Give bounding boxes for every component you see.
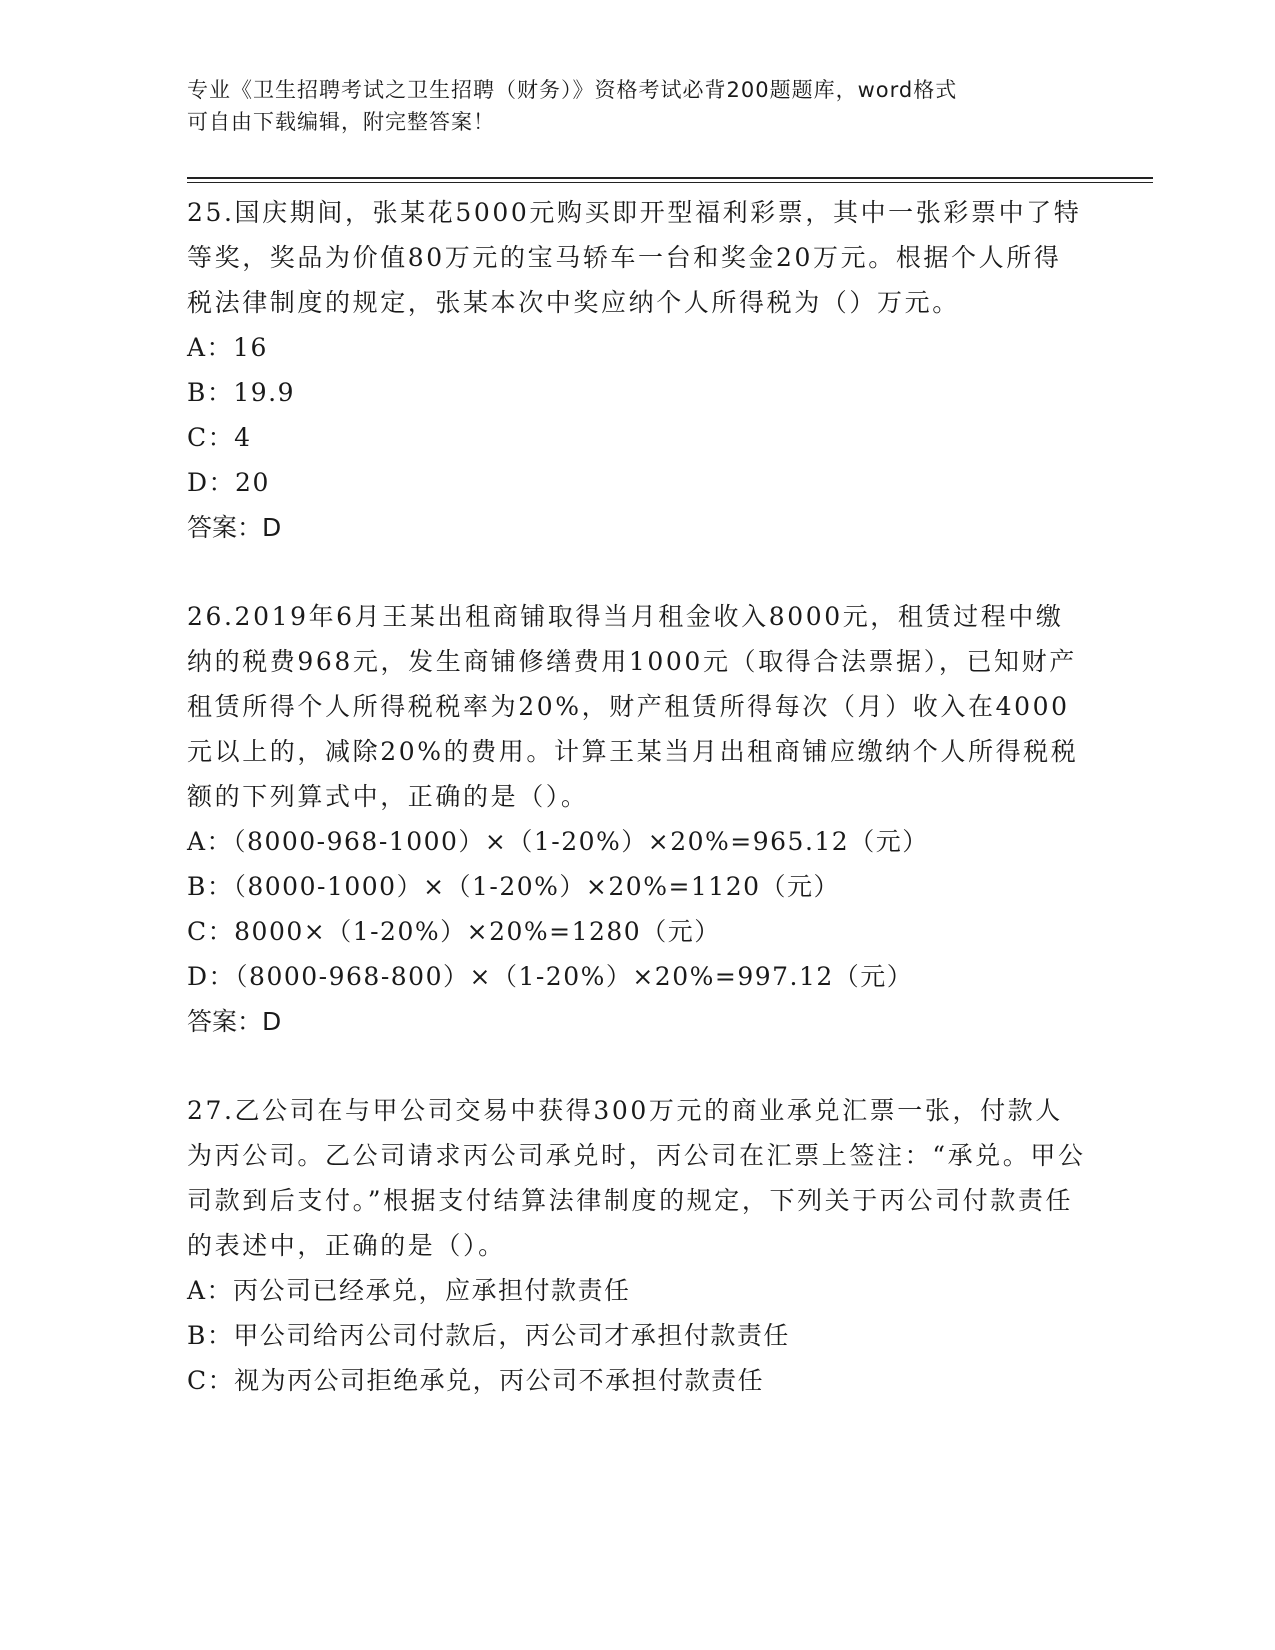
option-c: C：8000×（1-20%）×20%=1280（元） bbox=[187, 917, 721, 946]
question-25 bbox=[187, 190, 1087, 550]
document-header bbox=[187, 74, 1067, 138]
question-stem: 26.2019年6月王某出租商铺取得当月租金收入8000元，租赁过程中缴纳的税费968元，发生商铺修缮费用1000元（取得合法票据），已知财产租赁所得个人所得税税率为20%，财产租赁所得每次（月）收入在4000元以上的，减除20%的费用。计算王某当月出租商铺应缴纳个人所得税税额的下列算式中，正确的是（）。 bbox=[187, 602, 1079, 811]
answer-line: 答案：D bbox=[187, 1007, 282, 1036]
question-stem: 25.国庆期间，张某花5000元购买即开型福利彩票，其中一张彩票中了特等奖，奖品为价值80万元的宝马轿车一台和奖金20万元。根据个人所得税法律制度的规定，张某本次中奖应纳个人所得税为（）万元。 bbox=[187, 198, 1082, 317]
header-rule-thick bbox=[187, 177, 1153, 179]
option-b: B：甲公司给丙公司付款后，丙公司才承担付款责任 bbox=[187, 1321, 790, 1350]
option-d: D：20 bbox=[187, 468, 270, 497]
question-26 bbox=[187, 594, 1087, 1044]
option-b: B：（8000-1000）×（1-20%）×20%=1120（元） bbox=[187, 872, 841, 901]
question-27 bbox=[187, 1088, 1087, 1403]
question-stem: 27.乙公司在与甲公司交易中获得300万元的商业承兑汇票一张，付款人为丙公司。乙公司请求丙公司承兑时，丙公司在汇票上签注：“承兑。甲公司款到后支付。”根据支付结算法律制度的规定，下列关于丙公司付款责任的表述中，正确的是（）。 bbox=[187, 1096, 1086, 1260]
option-b: B：19.9 bbox=[187, 378, 296, 407]
question-list bbox=[187, 190, 1087, 1447]
option-c: C：4 bbox=[187, 423, 252, 452]
option-c: C：视为丙公司拒绝承兑，丙公司不承担付款责任 bbox=[187, 1366, 765, 1395]
option-d: D：（8000-968-800）×（1-20%）×20%=997.12（元） bbox=[187, 962, 914, 991]
header-rule-thin bbox=[187, 182, 1153, 183]
option-a: A：丙公司已经承兑，应承担付款责任 bbox=[187, 1276, 631, 1305]
header-line-1: 专业《卫生招聘考试之卫生招聘（财务）》资格考试必背200题题库，word格式 bbox=[187, 78, 958, 102]
option-a: A：（8000-968-1000）×（1-20%）×20%=965.12（元） bbox=[187, 827, 929, 856]
option-a: A：16 bbox=[187, 333, 268, 362]
header-line-2: 可自由下载编辑，附完整答案！ bbox=[187, 110, 495, 134]
answer-line: 答案：D bbox=[187, 513, 282, 542]
